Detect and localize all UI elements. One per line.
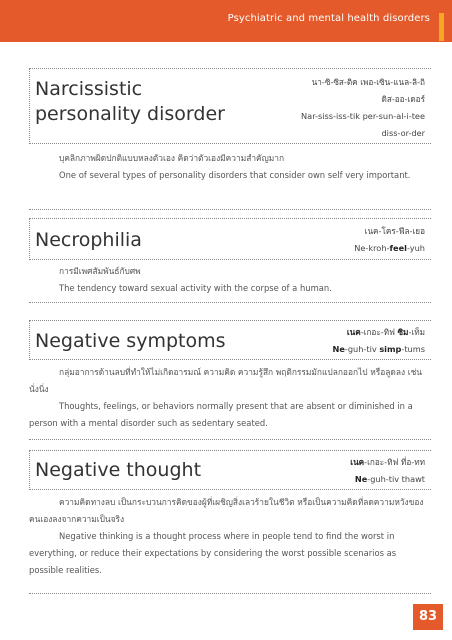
syllable: -guh-tiv thawt bbox=[367, 474, 425, 484]
syllable: Ne-kroh- bbox=[354, 243, 390, 253]
pronunciation-thai bbox=[332, 324, 425, 341]
stressed-syllable: เนค bbox=[350, 457, 365, 467]
page-number: 83 bbox=[413, 604, 443, 630]
syllable: -เกอะ-ทิฟ ที่อ-ทท bbox=[364, 457, 425, 467]
pronunciation bbox=[354, 223, 425, 257]
stressed-syllable: Ne bbox=[332, 344, 345, 354]
term-title-line: personality disorder bbox=[35, 103, 225, 125]
stressed-syllable: feel bbox=[389, 243, 407, 253]
definition-thai: บุคลิกภาพผิดปกติแบบหลงตัวเอง คิดว่าตัวเองมีความสำคัญมาก bbox=[59, 153, 285, 163]
term-title: Negative thought bbox=[35, 459, 202, 481]
definition-english: One of several types of personality disorders that consider own self very important. bbox=[59, 170, 411, 180]
pronunciation-en bbox=[350, 471, 425, 488]
definition-thai: ความคิดทางลบ เป็นกระบวนการคิดของผู้ที่เผชิญสิ่งเลวร้ายในชีวิต หรือเป็นความคิดที่ลดความหวังของคนเองลงจากความเป็นจริง bbox=[29, 497, 424, 524]
term-title-line: Narcissistic bbox=[35, 78, 143, 100]
term-header bbox=[29, 218, 431, 260]
definition bbox=[29, 494, 431, 594]
stressed-syllable: Ne bbox=[354, 474, 368, 484]
term-title: Negative symptoms bbox=[35, 330, 226, 352]
definition-thai: การมีเพศสัมพันธ์กับศพ bbox=[59, 266, 141, 276]
pronunciation bbox=[301, 74, 425, 142]
pronunciation bbox=[332, 324, 425, 358]
pronunciation-en: Nar-siss-iss-tik per-sun-al-i-tee bbox=[301, 111, 425, 121]
section-title: Psychiatric and mental health disorders bbox=[227, 13, 430, 24]
definition-english: Negative thinking is a thought process where in people tend to find the worst in everything, or reduce their expectations by considering the worst possible scenarios as possible realities. bbox=[29, 531, 397, 575]
term-title: Necrophilia bbox=[35, 229, 142, 251]
definition bbox=[29, 150, 431, 210]
term-header bbox=[29, 450, 431, 490]
definition bbox=[29, 263, 431, 303]
pronunciation-en bbox=[332, 341, 425, 358]
header-tab-marker bbox=[439, 13, 444, 41]
syllable: -เท็ม bbox=[408, 327, 425, 337]
header-bar bbox=[0, 0, 452, 42]
stressed-syllable: simp bbox=[379, 344, 402, 354]
pronunciation-thai bbox=[350, 454, 425, 471]
term-header bbox=[29, 320, 431, 360]
definition-english: The tendency toward sexual activity with the corpse of a human. bbox=[59, 283, 332, 293]
pronunciation-en: diss-or-der bbox=[381, 128, 425, 138]
definition-thai: กลุ่มอาการด้านลบที่ทำให้ไม่เกิดอารมณ์ ความคิด ความรู้สึก พฤติกรรมมักแปลกออกไป หรือลูดลง เช่น นั่งนิ่ง bbox=[29, 367, 423, 394]
definition-english: Thoughts, feelings, or behaviors normally present that are absent or diminished in a person with a mental disorder such as sedentary seated. bbox=[29, 401, 413, 428]
syllable: -เกอะ-ทิฟ bbox=[360, 327, 398, 337]
syllable: -yuh bbox=[406, 243, 425, 253]
syllable: -guh-tiv bbox=[344, 344, 380, 354]
syllable: -tums bbox=[401, 344, 425, 354]
pronunciation bbox=[350, 454, 425, 488]
pronunciation-thai: ดิส-ออ-เดอร์ bbox=[381, 94, 425, 104]
stressed-syllable: ซิม bbox=[397, 327, 409, 337]
pronunciation-thai: นา-ซิ-ซิส-ติค เพอ-เซิน-แนล-ลิ-ถิ bbox=[311, 77, 425, 87]
stressed-syllable: เนค bbox=[346, 327, 361, 337]
term-header bbox=[29, 68, 431, 144]
pronunciation-thai: เนค-โคร-ฟีล-เยอ bbox=[364, 226, 425, 236]
pronunciation-en bbox=[354, 240, 425, 257]
definition bbox=[29, 364, 431, 440]
term-title bbox=[35, 77, 225, 127]
